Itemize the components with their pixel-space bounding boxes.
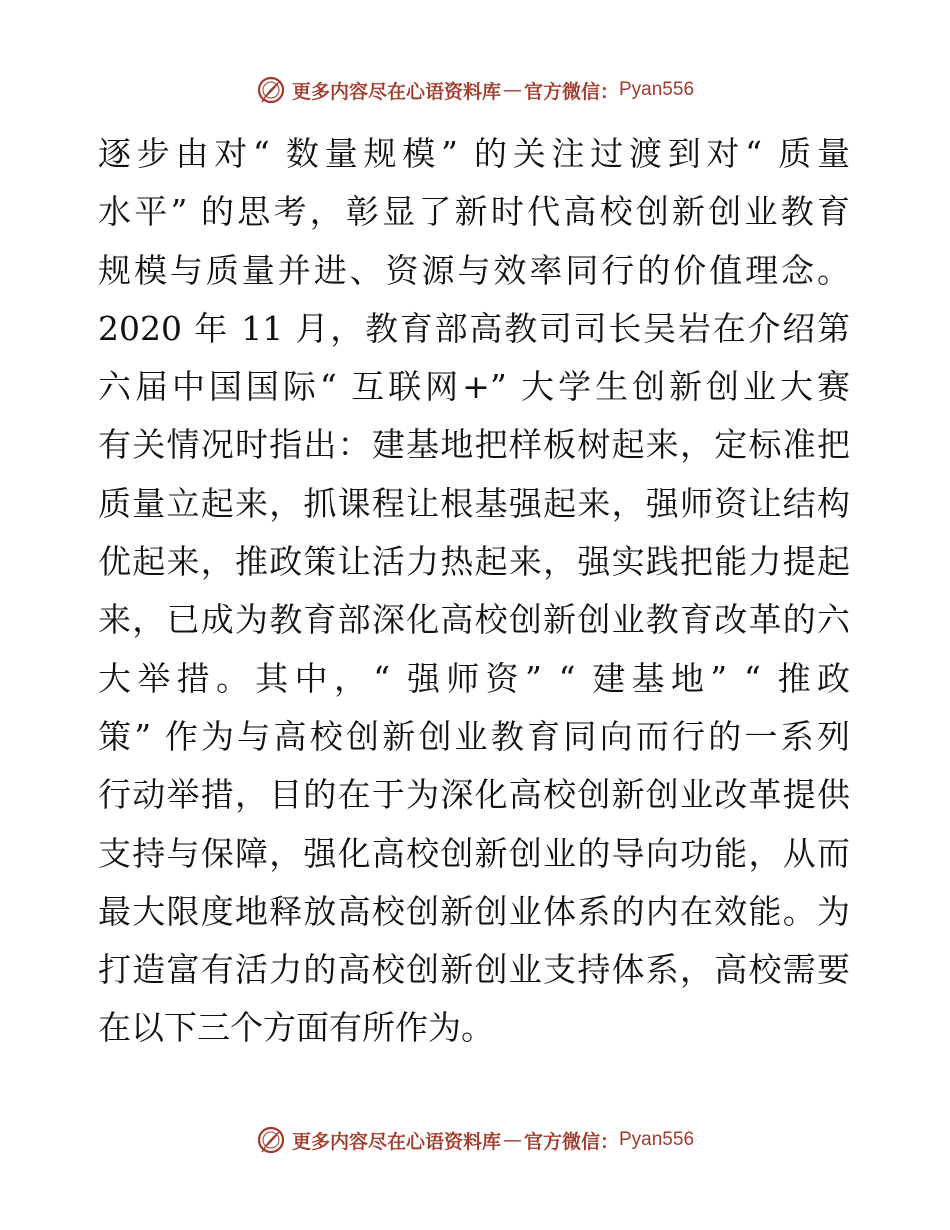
banner-wechat-label: 官方微信： bbox=[523, 80, 619, 103]
banner-separator: — bbox=[502, 79, 522, 101]
text-line: 打造富有活力的高校创新创业支持体系，高校需要 bbox=[98, 950, 850, 990]
header-banner bbox=[0, 70, 950, 110]
text-line: 六届中国国际“ 互联网+” 大学生创新创业大赛 bbox=[98, 367, 850, 407]
text-line: 最大限度地释放高校创新创业体系的内在效能。为 bbox=[98, 891, 850, 931]
text-line: 支持与保障，强化高校创新创业的导向功能，从而 bbox=[98, 833, 850, 873]
document-body bbox=[98, 125, 850, 1058]
banner-separator: — bbox=[502, 1129, 522, 1151]
text-line: 规模与质量并进、资源与效率同行的价值理念。 bbox=[98, 250, 850, 290]
text-line: 优起来，推政策让活力热起来，强实践把能力提起 bbox=[98, 542, 850, 582]
banner-account: Pyan556 bbox=[619, 79, 695, 100]
text-line: 行动举措，目的在于为深化高校创新创业改革提供 bbox=[98, 775, 850, 815]
banner-main-text: 更多内容尽在心语资料库 bbox=[291, 80, 501, 103]
text-line: 有关情况时指出：建基地把样板树起来，定标准把 bbox=[98, 425, 850, 465]
banner-main-text: 更多内容尽在心语资料库 bbox=[291, 1130, 501, 1153]
banner-wechat-label: 官方微信： bbox=[523, 1130, 619, 1153]
text-line: 大举措。其中，“ 强师资” “ 建基地” “ 推政 bbox=[98, 658, 850, 698]
text-line: 在以下三个方面有所作为。 bbox=[98, 1008, 494, 1048]
feather-quill-icon bbox=[256, 1125, 286, 1155]
text-line: 2020 年 11 月，教育部高教司司长吴岩在介绍第 bbox=[98, 308, 850, 348]
footer-banner bbox=[0, 1120, 950, 1160]
text-line: 策” 作为与高校创新创业教育同向而行的一系列 bbox=[98, 716, 850, 756]
text-line: 质量立起来，抓课程让根基强起来，强师资让结构 bbox=[98, 483, 850, 523]
feather-quill-icon bbox=[256, 75, 286, 105]
text-line: 水平” 的思考，彰显了新时代高校创新创业教育 bbox=[98, 192, 850, 232]
text-line: 来，已成为教育部深化高校创新创业教育改革的六 bbox=[98, 600, 850, 640]
banner-account: Pyan556 bbox=[619, 1129, 695, 1150]
text-line: 逐步由对“ 数量规模” 的关注过渡到对“ 质量 bbox=[98, 134, 850, 173]
